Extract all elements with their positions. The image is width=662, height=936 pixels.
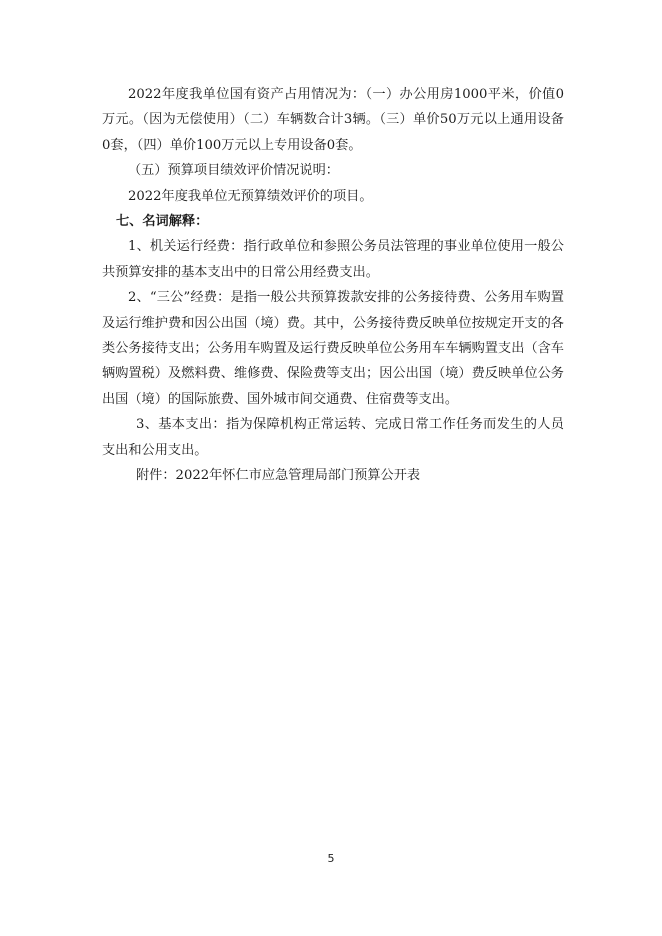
glossary-item-operating-expenses: 1、机关运行经费：指行政单位和参照公务员法管理的事业单位使用一般公共预算安排的基本支出中的日常公用经费支出。 — [102, 239, 564, 280]
document-body — [102, 82, 564, 489]
performance-evaluation-paragraph: 2022年度我单位无预算绩效评价的项目。 — [128, 188, 373, 204]
glossary-item-three-public-expenses: 2、“三公”经费：是指一般公共预算拨款安排的公务接待费、公务用车购置及运行维护费和因公出国（境）费。其中，公务接待费反映单位按规定开支的各类公务接待支出；公务用车购置及运行费反映单位公务用车车辆购置支出（含车辆购置税）及燃料费、维修费、保险费等支出；因公出国（境）费反映单位公务出国（境）的国际旅费、国外城市间交通费、住宿费等支出。 — [102, 290, 564, 407]
glossary-heading: 七、名词解释： — [116, 214, 209, 230]
page-number: 5 — [327, 852, 335, 865]
attachment-line: 附件：2022年怀仁市应急管理局部门预算公开表 — [136, 468, 421, 484]
assets-paragraph: 2022年度我单位国有资产占用情况为：（一）办公用房1000平米，价值0万元。（因为无偿使用）（二）车辆数合计3辆。（三）单价50万元以上通用设备0套，（四）单价100万元以上专用设备0套。 — [102, 87, 564, 153]
performance-evaluation-heading: （五）预算项目绩效评价情况说明： — [128, 163, 339, 179]
glossary-item-basic-expenditure: 3、基本支出：指为保障机构正常运转、完成日常工作任务而发生的人员支出和公用支出。 — [102, 417, 564, 458]
